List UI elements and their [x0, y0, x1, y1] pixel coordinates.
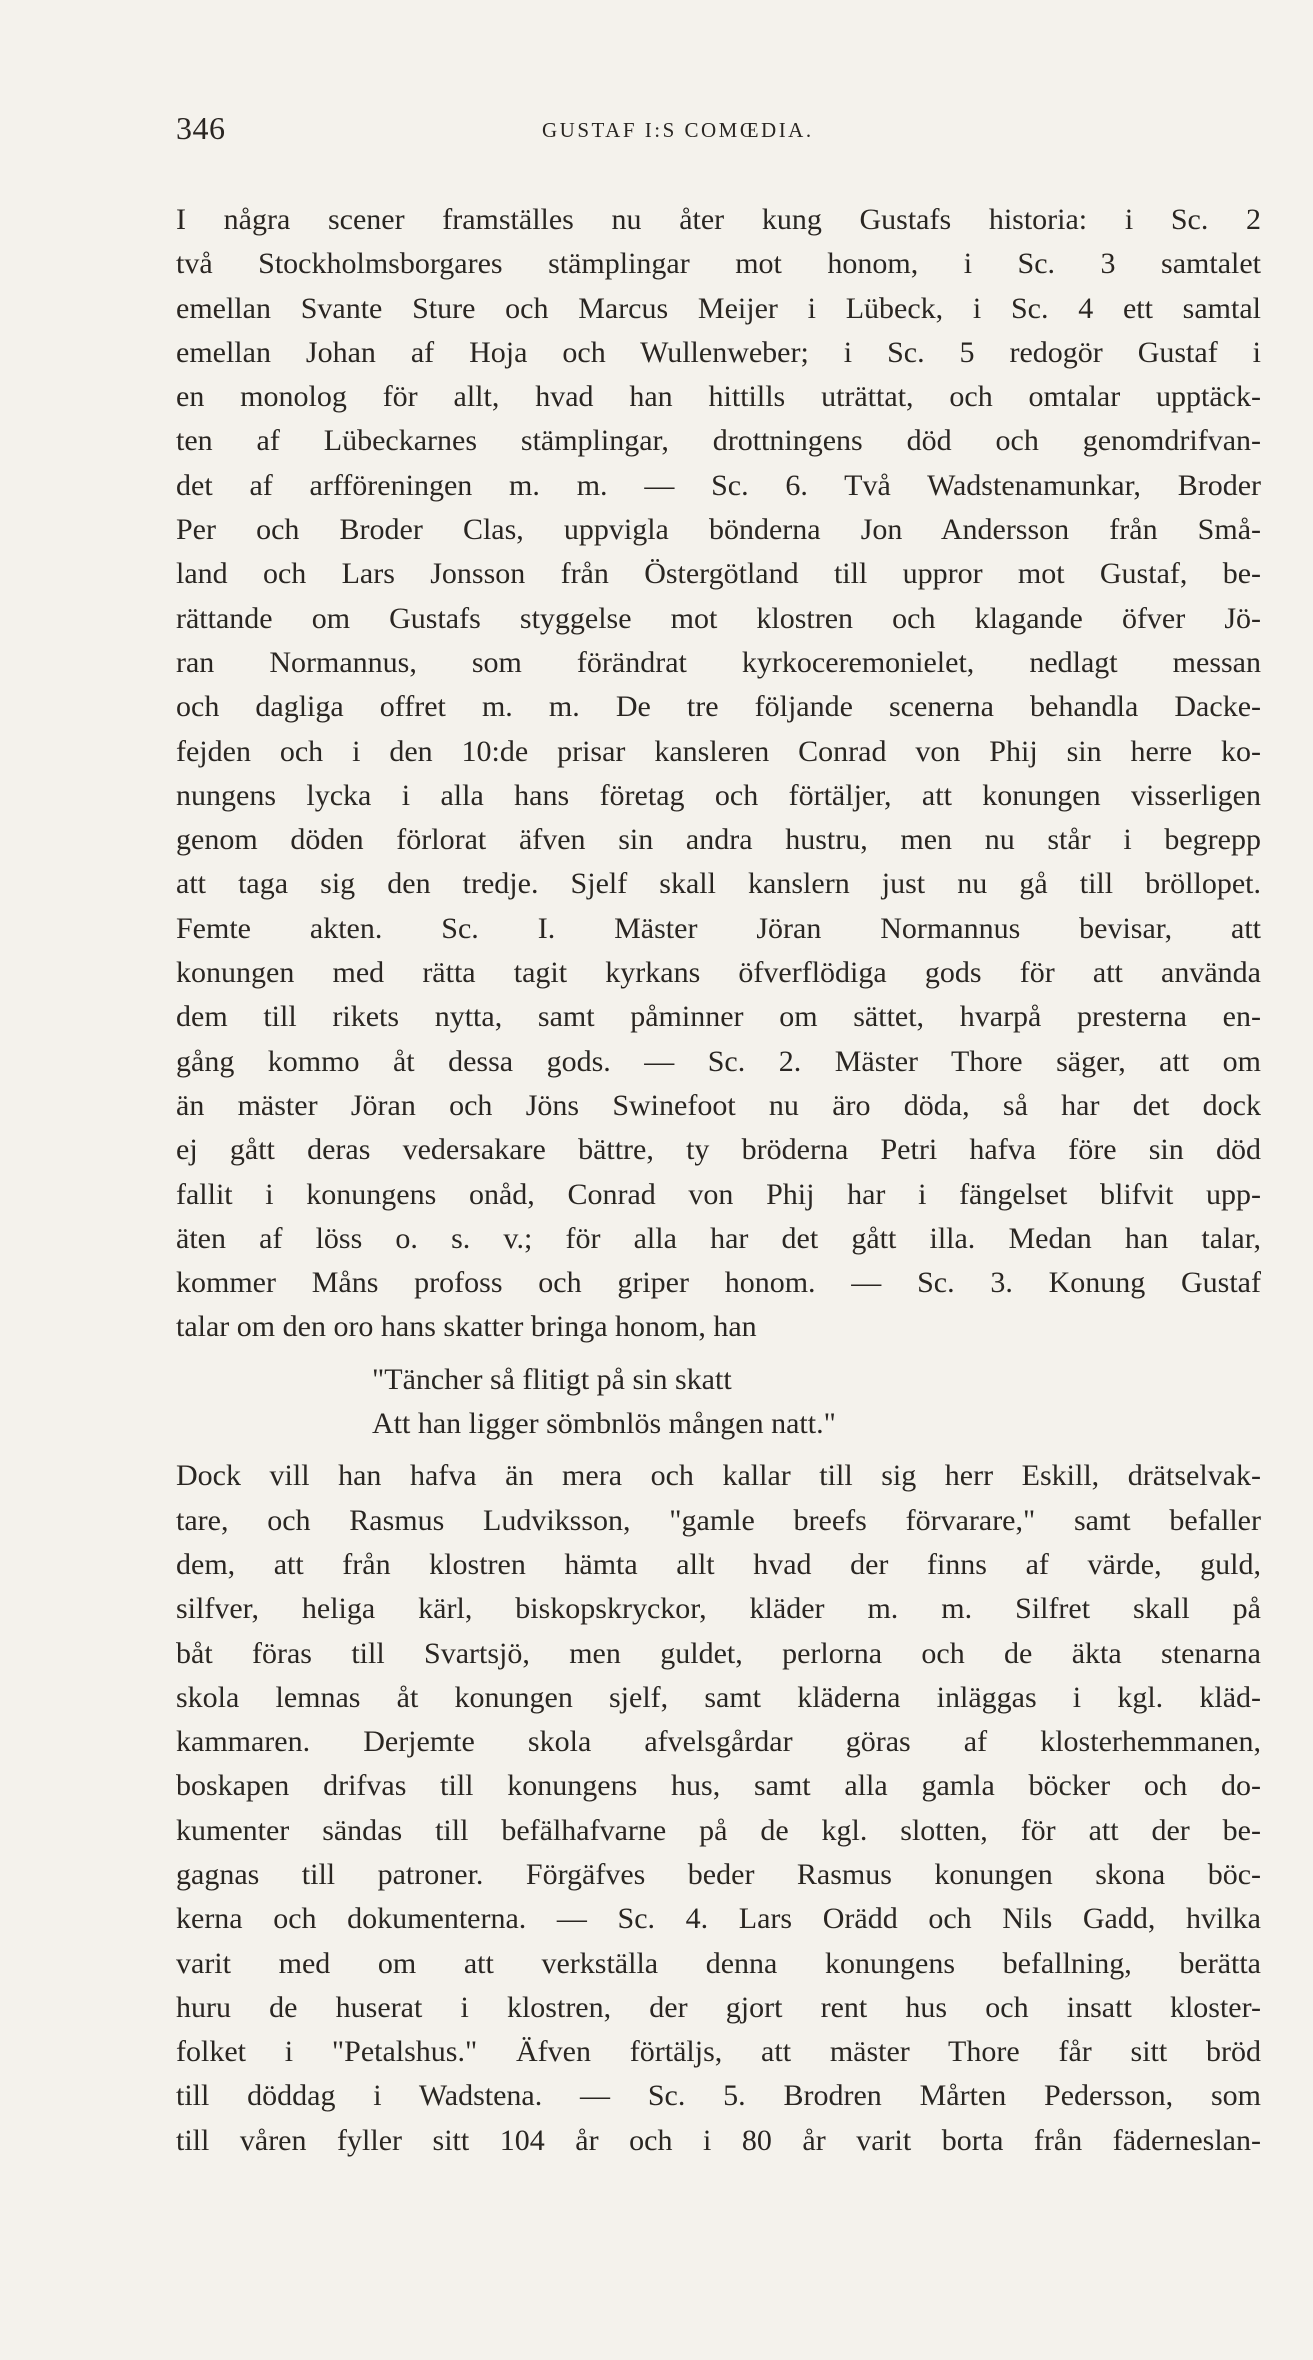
text-line: ej gått deras vedersakare bättre, ty bröderna Petri hafva före sin död: [176, 1133, 1261, 1167]
text-line: gagnas till patroner. Förgäfves beder Rasmus konungen skona böc-: [176, 1857, 1261, 1891]
text-line: konungen med rätta tagit kyrkans öfverflödiga gods för att använda: [176, 956, 1261, 990]
verse-quote: [176, 1358, 1261, 1447]
text-line: till döddag i Wadstena. — Sc. 5. Brodren Mårten Pedersson, som: [176, 2079, 1261, 2113]
text-line: land och Lars Jonsson från Östergötland till uppror mot Gustaf, be-: [176, 557, 1261, 591]
text-line: huru de huserat i klostren, der gjort rent hus och insatt kloster-: [176, 1990, 1261, 2024]
text-line: Dock vill han hafva än mera och kallar till sig herr Eskill, drätselvak-: [176, 1459, 1261, 1493]
text-line: en monolog för allt, hvad han hittills uträttat, och omtalar upptäck-: [176, 380, 1261, 414]
text-line: Per och Broder Clas, uppvigla bönderna Jon Andersson från Små-: [176, 513, 1261, 547]
running-head: GUSTAF I:S COMŒDIA.: [542, 118, 814, 142]
paragraph-2: [176, 1454, 1261, 2163]
text-line: än mäster Jöran och Jöns Swinefoot nu äro döda, så har det dock: [176, 1088, 1261, 1122]
verse-line: "Täncher så flitigt på sin skatt: [372, 1362, 732, 1396]
text-line: kumenter sändas till befälhafvarne på de kgl. slotten, för att der be-: [176, 1813, 1261, 1847]
text-line: I några scener framställes nu åter kung Gustafs historia: i Sc. 2: [176, 203, 1261, 236]
text-line: att taga sig den tredje. Sjelf skall kanslern just nu gå till bröllopet.: [176, 867, 1261, 901]
text-line: gång kommo åt dessa gods. — Sc. 2. Mäster Thore säger, att om: [176, 1044, 1261, 1078]
text-line: boskapen drifvas till konungens hus, samt alla gamla böcker och do-: [176, 1769, 1261, 1803]
verse-spacing: [176, 1350, 1261, 1358]
text-line: ran Normannus, som förändrat kyrkoceremonielet, nedlagt messan: [176, 645, 1261, 679]
text-line: dem, att från klostren hämta allt hvad der finns af värde, guld,: [176, 1547, 1261, 1581]
text-line: äten af löss o. s. v.; för alla har det gått illa. Medan han talar,: [176, 1221, 1261, 1255]
text-line: silfver, heliga kärl, biskopskryckor, kläder m. m. Silfret skall på: [176, 1592, 1261, 1626]
paragraph-1: [176, 198, 1261, 1350]
body-text: [176, 198, 1261, 2163]
text-line: fejden och i den 10:de prisar kansleren Conrad von Phij sin herre ko-: [176, 734, 1261, 768]
page-number: 346: [176, 110, 226, 146]
text-line: nungens lycka i alla hans företag och förtäljer, att konungen visserligen: [176, 778, 1261, 812]
text-line: två Stockholmsborgares stämplingar mot honom, i Sc. 3 samtalet: [176, 247, 1261, 281]
text-line: båt föras till Svartsjö, men guldet, perlorna och de äkta stenarna: [176, 1636, 1261, 1670]
text-line: det af arfföreningen m. m. — Sc. 6. Två Wadstenamunkar, Broder: [176, 468, 1261, 502]
verse-spacing: [176, 1446, 1261, 1454]
text-line: varit med om att verkställa denna konungens befallning, berätta: [176, 1946, 1261, 1980]
text-line: kerna och dokumenterna. — Sc. 4. Lars Orädd och Nils Gadd, hvilka: [176, 1902, 1261, 1936]
text-line: rättande om Gustafs styggelse mot klostren och klagande öfver Jö-: [176, 601, 1261, 635]
text-line: och dagliga offret m. m. De tre följande scenerna behandla Dacke-: [176, 690, 1261, 724]
text-line: talar om den oro hans skatter bringa honom, han: [176, 1310, 757, 1344]
text-line: genom döden förlorat äfven sin andra hustru, men nu står i begrepp: [176, 823, 1261, 857]
text-line: dem till rikets nytta, samt påminner om sättet, hvarpå presterna en-: [176, 1000, 1261, 1034]
text-line: folket i "Petalshus." Äfven förtäljs, att mäster Thore får sitt bröd: [176, 2035, 1261, 2069]
text-line: tare, och Rasmus Ludviksson, "gamle breefs förvarare," samt befaller: [176, 1503, 1261, 1537]
text-line: kammaren. Derjemte skola afvelsgårdar göras af klosterhemmanen,: [176, 1725, 1261, 1759]
text-line: kommer Måns profoss och griper honom. — Sc. 3. Konung Gustaf: [176, 1266, 1261, 1300]
text-line: Femte akten. Sc. I. Mäster Jöran Normannus bevisar, att: [176, 911, 1261, 945]
text-line: skola lemnas åt konungen sjelf, samt kläderna inläggas i kgl. kläd-: [176, 1680, 1261, 1714]
text-line: ten af Lübeckarnes stämplingar, drottningens död och genomdrifvan-: [176, 424, 1261, 458]
text-line: fallit i konungens onåd, Conrad von Phij har i fängelset blifvit upp-: [176, 1177, 1261, 1211]
text-line: emellan Johan af Hoja och Wullenweber; i Sc. 5 redogör Gustaf i: [176, 335, 1261, 369]
verse-line: Att han ligger sömbnlös mången natt.": [372, 1407, 836, 1441]
text-line: till våren fyller sitt 104 år och i 80 år varit borta från fäderneslan-: [176, 2123, 1261, 2157]
page-header: [176, 110, 1261, 160]
text-line: emellan Svante Sture och Marcus Meijer i Lübeck, i Sc. 4 ett samtal: [176, 291, 1261, 325]
